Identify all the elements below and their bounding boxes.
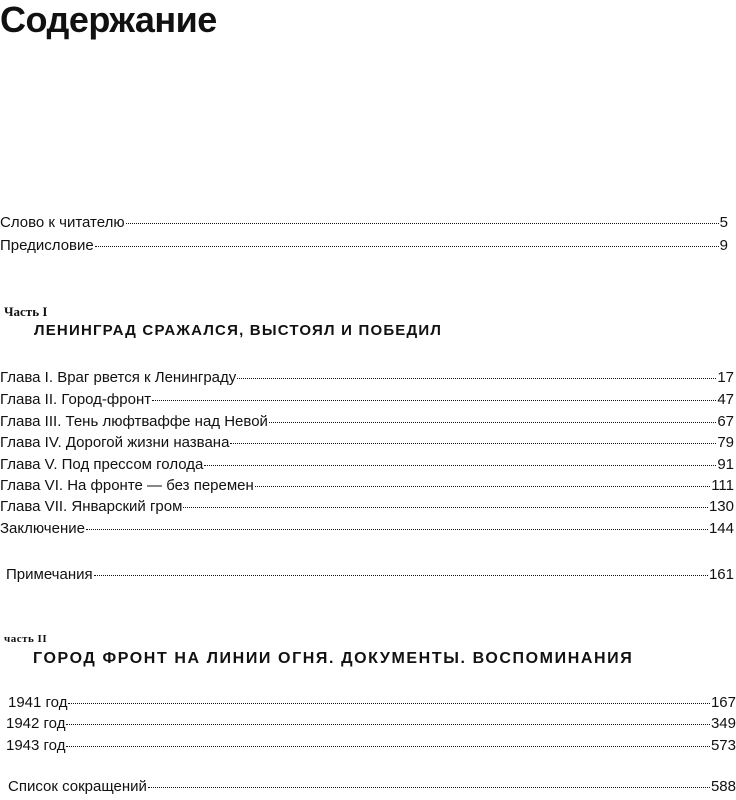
toc-entry-notes[interactable] [6, 566, 734, 584]
toc-entry-label: Заключение [0, 520, 85, 537]
toc-entry-page: 167 [710, 694, 736, 711]
toc-entry-conclusion[interactable] [0, 520, 734, 538]
dot-leader [68, 703, 710, 704]
toc-entry-label: Глава III. Тень люфтваффе над Невой [0, 413, 268, 430]
toc-entry-label: Глава V. Под прессом голода [0, 456, 204, 473]
toc-entry-page: 17 [717, 369, 734, 386]
dot-leader [269, 422, 716, 423]
dot-leader [204, 465, 716, 466]
dot-leader [255, 486, 710, 487]
dot-leader [66, 746, 710, 747]
toc-entry-page: 79 [717, 434, 734, 451]
toc-entry-preface[interactable] [0, 237, 728, 255]
toc-entry-page: 5 [719, 214, 728, 231]
dot-leader [94, 575, 708, 576]
dot-leader [126, 223, 719, 224]
toc-entry-label: 1942 год [6, 715, 66, 732]
toc-entry-page: 588 [710, 778, 736, 795]
toc-entry-page: 91 [717, 456, 734, 473]
part-1-heading: ЛЕНИНГРАД СРАЖАЛСЯ, ВЫСТОЯЛ И ПОБЕДИЛ [34, 322, 443, 339]
toc-entry-chapter-7[interactable] [0, 498, 734, 516]
toc-entry-chapter-6[interactable] [0, 477, 734, 495]
toc-entry-label: Предисловие [0, 237, 94, 254]
toc-entry-page: 144 [708, 520, 734, 537]
toc-entry-label: Слово к читателю [0, 214, 125, 231]
toc-entry-label: Глава VII. Январский гром [0, 498, 183, 515]
toc-entry-year-1941[interactable] [8, 694, 736, 712]
dot-leader [148, 787, 710, 788]
dot-leader [183, 507, 708, 508]
toc-entry-chapter-1[interactable] [0, 369, 734, 387]
toc-entry-page: 349 [710, 715, 736, 732]
dot-leader [230, 443, 716, 444]
part-1-label: Часть I [4, 304, 48, 319]
toc-entry-reader-note[interactable] [0, 214, 728, 232]
toc-entry-chapter-2[interactable] [0, 391, 734, 409]
toc-entry-page: 47 [717, 391, 734, 408]
toc-entry-label: 1941 год [8, 694, 68, 711]
toc-entry-label: Глава IV. Дорогой жизни названа [0, 434, 230, 451]
dot-leader [152, 400, 716, 401]
toc-entry-label: Глава II. Город-фронт [0, 391, 152, 408]
toc-entry-abbreviations[interactable] [8, 778, 736, 796]
toc-entry-year-1942[interactable] [6, 715, 736, 733]
toc-entry-label: Список сокращений [8, 778, 147, 795]
dot-leader [86, 529, 708, 530]
toc-entry-page: 130 [708, 498, 734, 515]
toc-entry-page: 9 [719, 237, 728, 254]
toc-entry-chapter-3[interactable] [0, 413, 734, 431]
toc-entry-label: Глава VI. На фронте — без перемен [0, 477, 254, 494]
part-2-label: часть II [4, 633, 48, 645]
page-title: Содержание [0, 0, 217, 40]
toc-entry-chapter-5[interactable] [0, 456, 734, 474]
toc-entry-page: 67 [717, 413, 734, 430]
dot-leader [66, 724, 710, 725]
toc-entry-chapter-4[interactable] [0, 434, 734, 452]
part-2-heading: ГОРОД ФРОНТ НА ЛИНИИ ОГНЯ. ДОКУМЕНТЫ. ВОСПОМИНАНИЯ [33, 650, 634, 667]
dot-leader [95, 246, 719, 247]
toc-entry-page: 161 [708, 566, 734, 583]
toc-entry-label: 1943 год [6, 737, 66, 754]
toc-entry-page: 111 [711, 477, 734, 494]
toc-entry-label: Примечания [6, 566, 93, 583]
toc-entry-label: Глава I. Враг рвется к Ленинграду [0, 369, 237, 386]
dot-leader [237, 378, 716, 379]
toc-entry-page: 573 [710, 737, 736, 754]
toc-entry-year-1943[interactable] [6, 737, 736, 755]
